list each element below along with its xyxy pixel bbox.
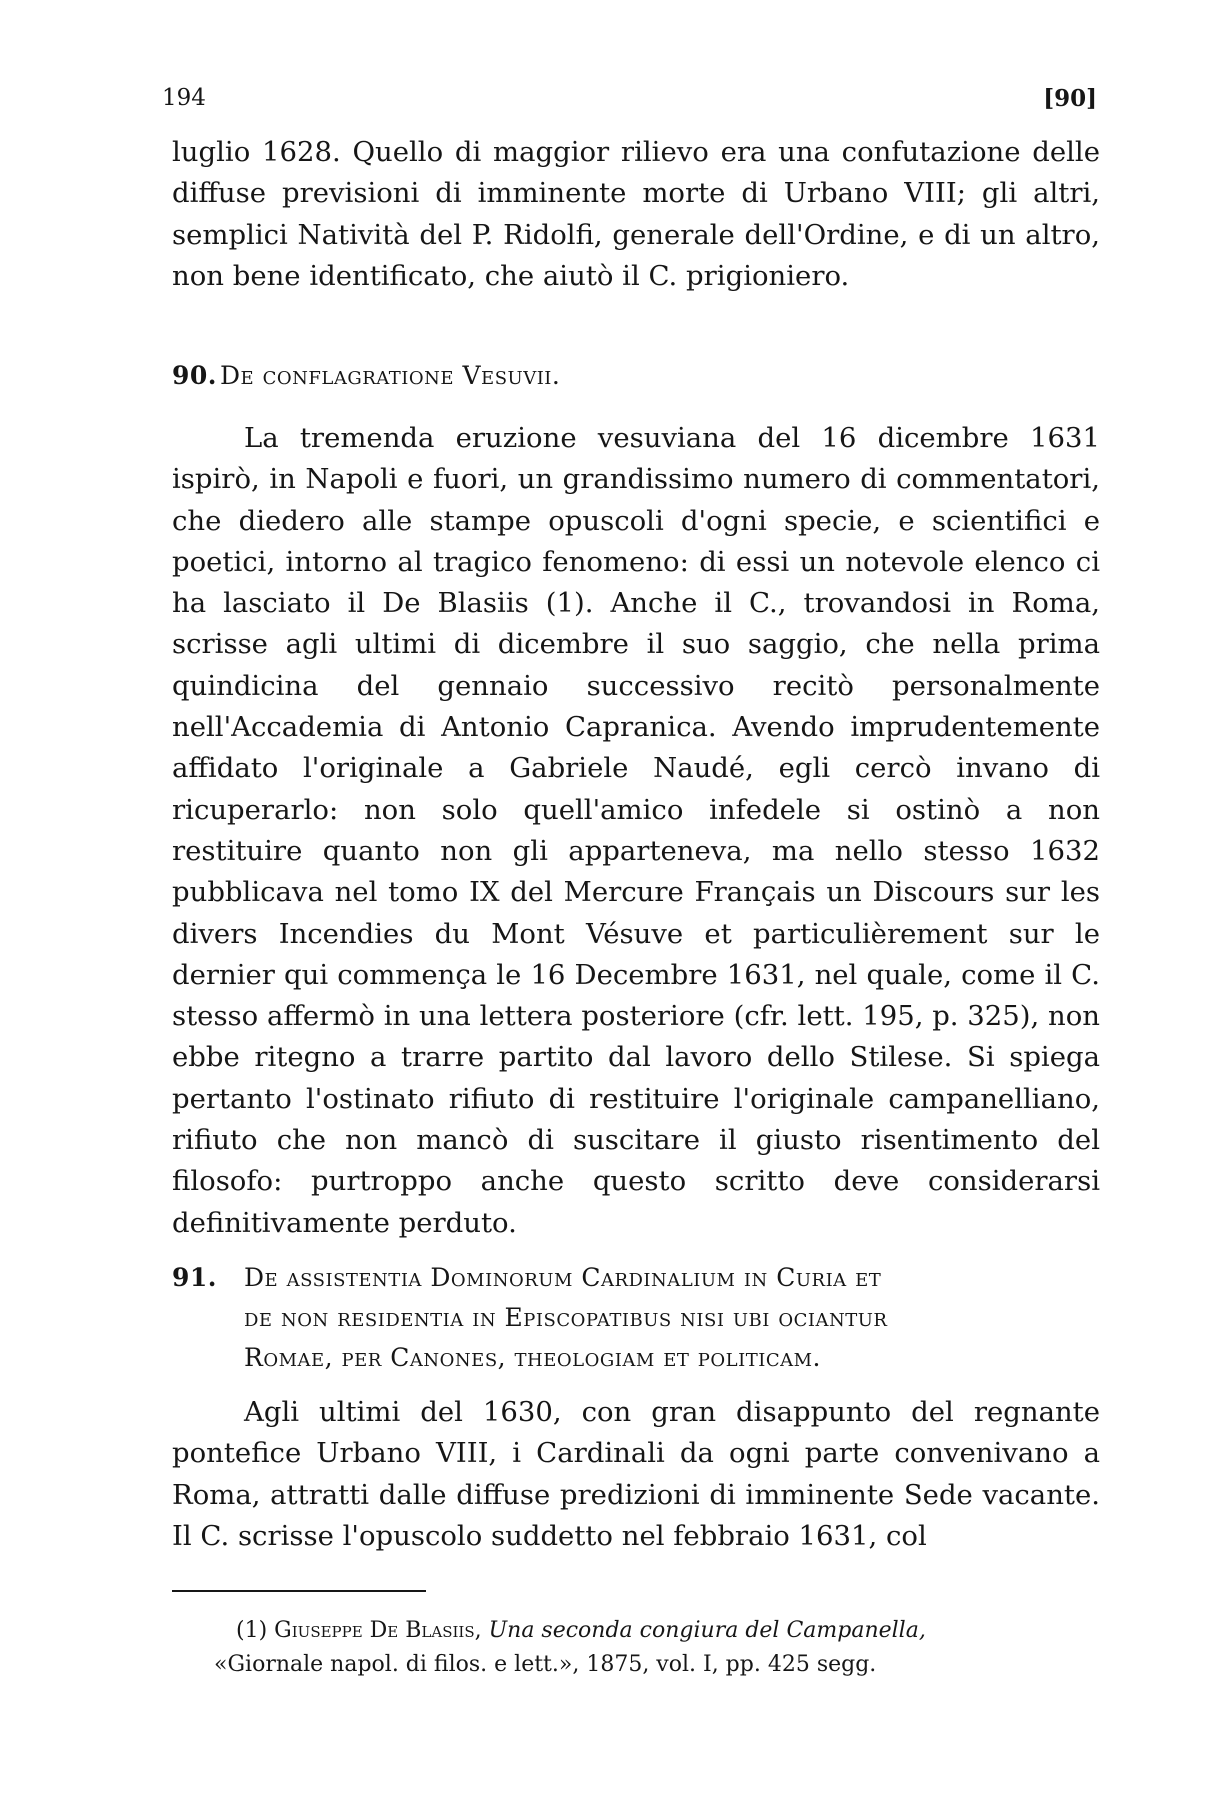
paragraph-1: luglio 1628. Quello di maggior rilievo era una confutazione delle diffuse previsioni di imminente morte di Urbano VIII; gli altri, semplici Natività del P. Ridolfi, generale dell'Ordine, e di un altro, non bene identificato, che aiutò il C. prigioniero.: [172, 136, 1100, 292]
section-90-heading: [172, 356, 1100, 396]
section-91-title: [244, 1258, 1100, 1378]
page-number: 194: [162, 85, 206, 111]
section-marker: [90]: [1043, 85, 1097, 112]
footnote-rule: [172, 1590, 426, 1592]
section-91-title-line: de non residentia in Episcopatibus nisi ubi ociantur: [244, 1303, 888, 1332]
footnote-title: Una seconda congiura del Campanella,: [488, 1618, 926, 1643]
section-90-number: 90.: [172, 361, 217, 390]
section-91-number: 91.: [172, 1263, 217, 1292]
paragraph-2: La tremenda eruzione vesuviana del 16 dicembre 1631 ispirò, in Napoli e fuori, un grandissimo numero di commentatori, che diedero alle stampe opuscoli d'ogni specie, e scientifici e poetici, intorno al tragico fenomeno: di essi un notevole elenco ci ha lasciato il De Blasiis (1). Anche il C., trovandosi in Roma, scrisse agli ultimi di dicembre il suo saggio, che nella prima quindicina del gennaio successivo recitò personalmente nell'Accademia di Antonio Capranica. Avendo imprudentemente affidato l'originale a Gabriele Naudé, egli cercò invano di ricuperarlo: non solo quell'amico infedele si ostinò a non restituire quanto non gli apparteneva, ma nello stesso 1632 pubblicava nel tomo IX del Mercure Français un Discours sur les divers Incendies du Mont Vésuve et particulièrement sur le dernier qui commença le 16 Decembre 1631, nel quale, come il C. stesso affermò in una lettera posteriore (cfr. lett. 195, p. 325), non ebbe ritegno a trarre partito dal lavoro dello Stilese. Si spiega pertanto l'ostinato rifiuto di restituire l'originale campanelliano, rifiuto che non mancò di suscitare il giusto risentimento del filosofo: purtroppo anche questo scritto deve considerarsi definitivamente perduto.: [172, 422, 1100, 1239]
section-91-title-line: Romae, per Canones, theologiam et politicam.: [244, 1343, 822, 1372]
section-90-title: De conflagratione Vesuvii.: [220, 361, 561, 390]
section-91-title-line: De assistentia Dominorum Cardinalium in Curia et: [244, 1263, 882, 1292]
footnote-citation: «Giornale napol. di filos. e lett.», 1875, vol. I, pp. 425 segg.: [214, 1652, 877, 1677]
section-91-heading: [172, 1258, 1100, 1372]
footnote: [214, 1614, 1102, 1682]
paragraph-3: Agli ultimi del 1630, con gran disappunto del regnante pontefice Urbano VIII, i Cardinali da ogni parte convenivano a Roma, attratti dalle diffuse predizioni di imminente Sede vacante. Il C. scrisse l'opuscolo suddetto nel febbraio 1631, col: [172, 1396, 1100, 1552]
footnote-author: Giuseppe De Blasiis,: [274, 1618, 482, 1643]
running-head: [162, 85, 1097, 115]
footnote-marker: (1): [236, 1618, 268, 1643]
